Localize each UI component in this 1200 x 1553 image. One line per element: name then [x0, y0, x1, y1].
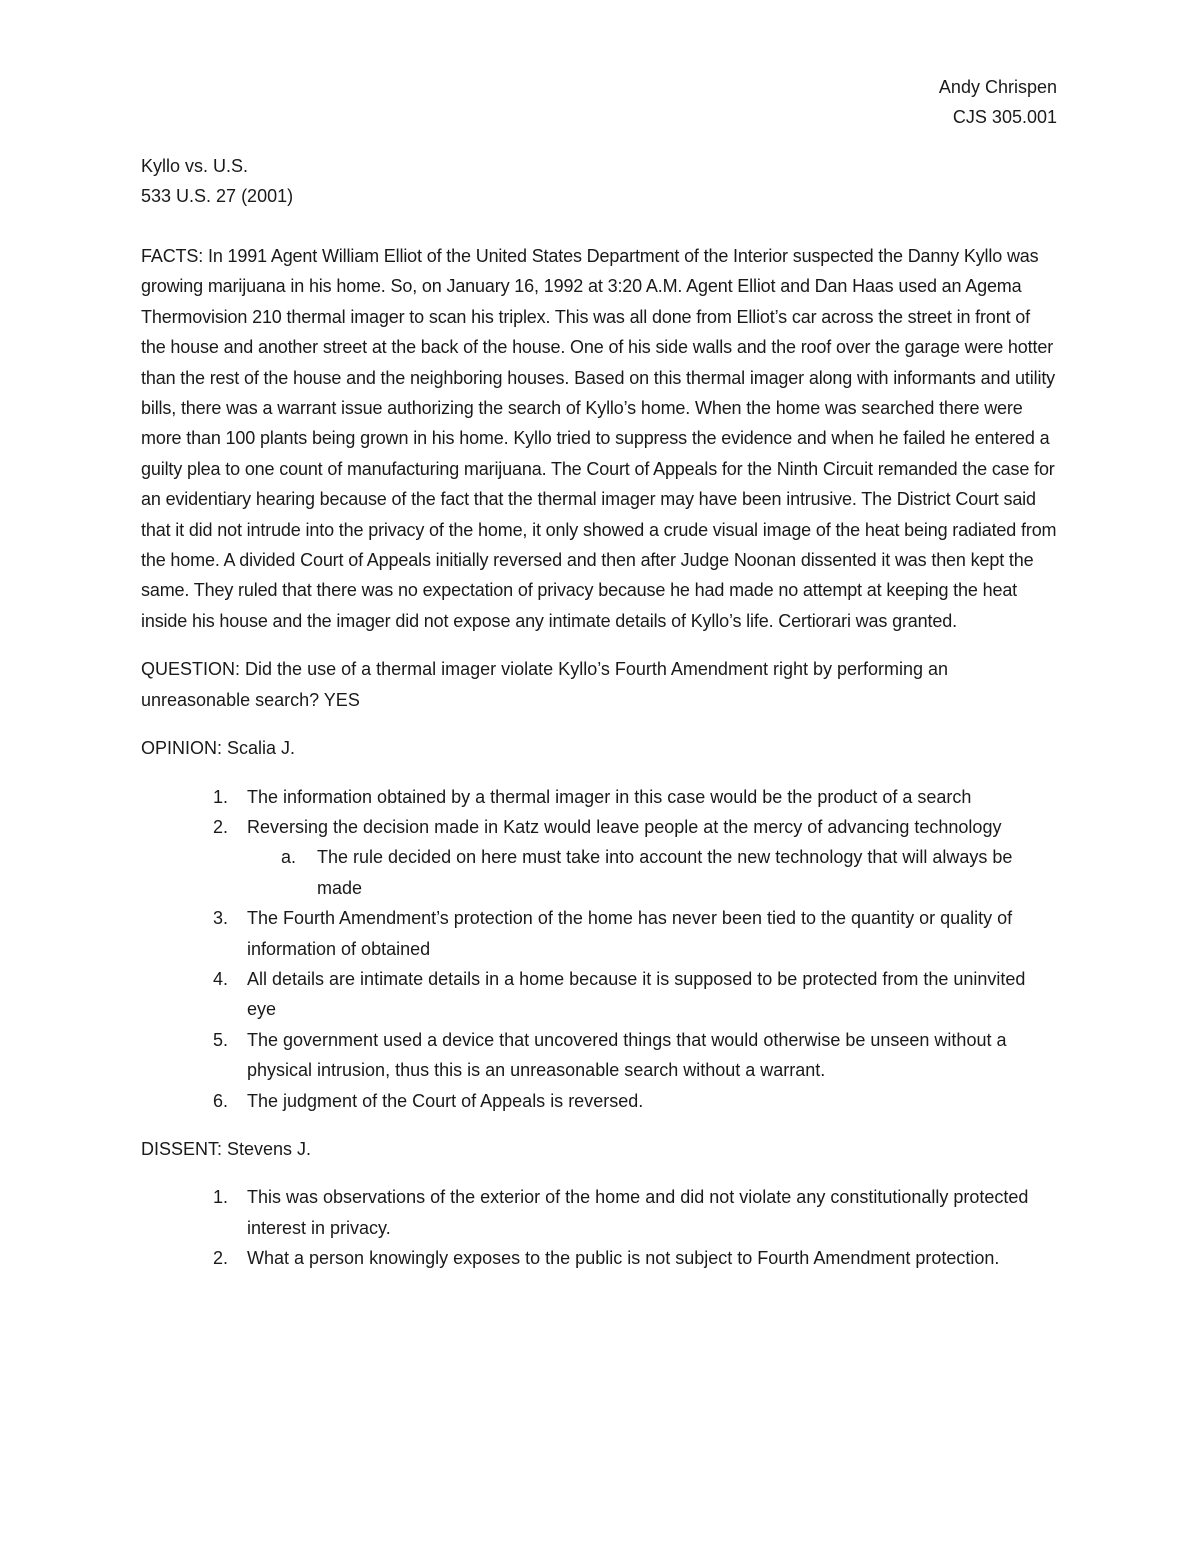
opinion-heading: OPINION: Scalia J.: [141, 738, 296, 759]
dissent-heading: DISSENT: Stevens J.: [141, 1138, 312, 1159]
opinion-item-number: 5.: [213, 1029, 229, 1050]
dissent-item-text: This was observations of the exterior of the home and did not violate any constitutionally protected interest in privacy.: [247, 1187, 1029, 1238]
facts-text: In 1991 Agent William Elliot of the United States Department of the Interior suspected the Danny Kyllo was growing marijuana in his home. So, on January 16, 1992 at 3:20 A.M. Agent Elliot and Dan Haas used an Agema Thermovision 210 thermal imager to scan his triplex. This was all done from Elliot’s car across the street in front of the house and another street at the back of the house. One of his side walls and the roof over the garage were hotter than the rest of the house and the neighboring houses. Based on this thermal imager along with informants and utility bills, there was a warrant issue authorizing the search of Kyllo’s home. When the home was searched there were more than 100 plants being grown in his home. Kyllo tried to suppress the evidence and when he failed he entered a guilty plea to one count of manufacturing marijuana. The Court of Appeals for the Ninth Circuit remanded the case for an evidentiary hearing because of the fact that the thermal imager may have been intrusive. The District Court said that it did not intrude into the privacy of the home, it only showed a crude visual image of the heat being radiated from the home. A divided Court of Appeals initially reversed and then after Judge Noonan dissented it was then kept the same. They ruled that there was no expectation of privacy because he had made no attempt at keeping the heat inside his house and the imager did not expose any intimate details of Kyllo’s life. Certiorari was granted.: [141, 246, 1057, 631]
author-header: [939, 72, 1057, 132]
opinion-item-text: All details are intimate details in a home because it is supposed to be protected from the uninvited eye: [247, 968, 1026, 1020]
opinion-item-text: The government used a device that uncovered things that would otherwise be unseen without a physical intrusion, thus this is an unreasonable search without a warrant.: [247, 1029, 1007, 1081]
author-name: Andy Chrispen: [938, 77, 1057, 97]
opinion-list: [141, 782, 1059, 1116]
opinion-item-number: 6.: [213, 1090, 229, 1111]
dissent-item-number: 1.: [213, 1187, 229, 1208]
opinion-item-text: The information obtained by a thermal imager in this case would be the product of a search: [247, 786, 972, 807]
dissent-item-2: [141, 1243, 1059, 1273]
opinion-item-text: The Fourth Amendment’s protection of the home has never been tied to the quantity or quality of information of obtained: [247, 908, 1013, 959]
opinion-sublist: [247, 842, 1059, 903]
opinion-item-3: [141, 903, 1059, 964]
dissent-item-number: 2.: [213, 1248, 229, 1269]
opinion-item-6: [141, 1086, 1059, 1116]
opinion-item-2: [141, 812, 1059, 903]
opinion-subitem-letter: a.: [281, 847, 297, 868]
document-body: [141, 151, 1059, 1274]
dissent-list: [141, 1182, 1059, 1273]
question-label: QUESTION:: [141, 659, 241, 680]
opinion-item-4: [141, 964, 1059, 1025]
case-heading: [141, 151, 1059, 211]
opinion-item-number: 3.: [213, 908, 229, 929]
question-paragraph: [141, 654, 1059, 715]
facts-label: FACTS:: [141, 246, 204, 266]
course-code: CJS 305.001: [952, 107, 1057, 127]
opinion-item-number: 2.: [213, 816, 229, 837]
opinion-item-number: 4.: [213, 968, 229, 989]
opinion-item-5: [141, 1025, 1059, 1086]
dissent-item-text: What a person knowingly exposes to the public is not subject to Fourth Amendment protection.: [247, 1248, 1000, 1269]
opinion-item-text: The judgment of the Court of Appeals is reversed.: [247, 1090, 644, 1111]
case-title: Kyllo vs. U.S.: [141, 156, 249, 176]
opinion-item-number: 1.: [213, 786, 229, 807]
opinion-item-text: Reversing the decision made in Katz would leave people at the mercy of advancing technology: [247, 816, 1002, 837]
question-text: Did the use of a thermal imager violate Kyllo’s Fourth Amendment right by performing an unreasonable search? YES: [141, 659, 949, 710]
case-citation: 533 U.S. 27 (2001): [141, 186, 294, 206]
facts-paragraph: [141, 241, 1059, 636]
opinion-item-1: [141, 782, 1059, 812]
opinion-subitem-a: [247, 842, 1059, 903]
dissent-item-1: [141, 1182, 1059, 1243]
opinion-subitem-text: The rule decided on here must take into account the new technology that will always be made: [317, 847, 1013, 898]
